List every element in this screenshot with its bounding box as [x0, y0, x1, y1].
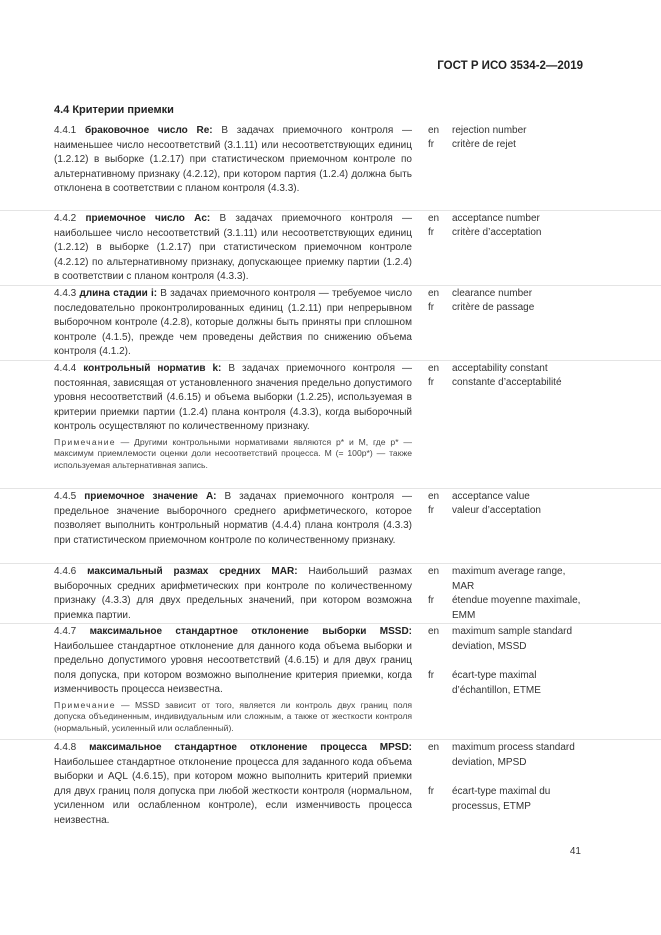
lang-code-en: en [428, 626, 440, 637]
term-definition [54, 212, 412, 285]
section-title: 4.4 Критерии приемки [54, 104, 174, 116]
equivalent-fr: constante d’acceptabilité [452, 377, 562, 388]
term-name: приемочное значение A: [84, 491, 217, 502]
lang-code-en: en [428, 125, 440, 136]
term-name: максимальное стандартное отклонение процесса MPSD: [89, 742, 413, 753]
term-name: контрольный норматив k: [83, 363, 222, 374]
term-note [54, 437, 412, 472]
term-text: В задачах приемочного контроля — наибольшее число несоответствий (3.1.11) или несоответствующих единиц (1.2.12) в выборке (1.2.17) при статистическом приемочном контроле (4.2.12) по альтернативному признаку, допускающее приемку партии (1.2.4) в соответствии с планом контроля (4.3.3). [54, 213, 413, 282]
page-number: 41 [569, 846, 581, 857]
equivalent-en: clearance number [452, 288, 533, 299]
term-definition [54, 625, 412, 734]
lang-code-fr: fr [428, 595, 435, 606]
equivalent-en: maximum process standard deviation, MPSD [452, 742, 575, 768]
lang-code-en: en [428, 566, 440, 577]
term-name: длина стадии i: [79, 288, 158, 299]
term-text: В задачах приемочного контроля — предельное значение выборочного среднего арифметического, которое позволяет выполнить контрольный норматив (4.4.4) плана контроля (4.3.3) при статистическом приемочном контроле по количественному признаку. [54, 491, 413, 546]
term-text: Наибольшее стандартное отклонение процесса для заданного кода объема выборки и AQL (4.6.15), при котором можно выполнить критерий приемки для двух границ поля допуска при любой жесткости контроля (нормальном, усиленном или ослабленном контроле), если изменчивость процесса неизвестна. [54, 756, 412, 826]
term-definition [54, 565, 412, 623]
equivalent-fr: critère de passage [452, 302, 535, 313]
term-entry-4-4-7 [0, 623, 661, 740]
term-entry-4-4-5 [0, 488, 661, 564]
term-number: 4.4.2 [54, 213, 77, 224]
term-entry-4-4-4 [0, 360, 661, 489]
term-name: браковочное число Re: [84, 125, 213, 136]
lang-code-fr: fr [428, 377, 435, 388]
term-number: 4.4.6 [54, 566, 77, 577]
term-definition [54, 490, 412, 548]
equivalent-fr: critère d’acceptation [452, 227, 542, 238]
equivalent-fr: valeur d’acceptation [452, 505, 541, 516]
equivalent-fr: écart-type maximal du processus, ETMP [452, 786, 551, 812]
term-number: 4.4.3 [54, 288, 77, 299]
term-number: 4.4.5 [54, 491, 77, 502]
equivalent-en: rejection number [452, 125, 527, 136]
term-note [54, 700, 412, 735]
note-text: — Другими контрольными нормативами являются p* и M, где p* — максимум приемлемости оценки доли несоответствий процесса. M (= 100p*) — также используемая альтернативная запись. [54, 436, 412, 470]
term-entry-4-4-3 [0, 285, 661, 361]
note-label: Примечание [54, 436, 116, 447]
equivalent-fr: critère de rejet [452, 139, 516, 150]
term-name: максимальный размах средних MAR: [87, 566, 298, 577]
lang-code-fr: fr [428, 227, 435, 238]
term-number: 4.4.7 [54, 626, 77, 637]
term-text: В задачах приемочного контроля — требуемое число последовательно проконтролированных единиц (1.2.11) при непрерывном выборочном контроле (4.2.8), которые должны быть приняты при сплошном контроле (4.1.5), прежде чем проведены действия по снижению объема контроля (4.1.2). [54, 288, 413, 357]
term-text: В задачах приемочного контроля — постоянная, зависящая от установленного значения предельно допустимого уровня несоответствий (4.6.15) и объема выборки (1.2.25), используемая в критерии приемки партии (1.2.4) плана контроля (4.3.3), когда выборочный контроль осуществляют по количественному признаку. [54, 363, 413, 432]
lang-code-fr: fr [428, 786, 435, 797]
term-number: 4.4.1 [54, 125, 77, 136]
equivalent-en: maximum sample standard deviation, MSSD [452, 626, 573, 652]
term-name: максимальное стандартное отклонение выборки MSSD: [89, 626, 413, 637]
lang-code-en: en [428, 363, 440, 374]
term-name: приемочное число Ac: [85, 213, 211, 224]
lang-code-fr: fr [428, 505, 435, 516]
equivalent-en: acceptance value [452, 491, 530, 502]
note-text: — MSSD зависит от того, является ли контроль двух границ поля допуска объединенным, индивидуальным или сложным, а также от жесткости контроля (нормальный, усиленный или ослабленный). [54, 699, 412, 733]
lang-code-en: en [428, 742, 440, 753]
term-definition [54, 362, 412, 471]
equivalent-fr: étendue moyenne maximale, EMM [452, 595, 581, 621]
equivalent-fr: écart-type maximal d’échantillon, ETME [452, 670, 541, 696]
lang-code-en: en [428, 491, 440, 502]
term-number: 4.4.8 [54, 742, 77, 753]
term-entry-4-4-6 [0, 563, 661, 624]
term-entry-4-4-8 [0, 739, 661, 829]
lang-code-fr: fr [428, 302, 435, 313]
note-label: Примечание [54, 699, 116, 710]
document-header: ГОСТ Р ИСО 3534-2—2019 [437, 60, 583, 72]
equivalent-en: acceptance number [452, 213, 540, 224]
term-text: Наибольший размах выборочных средних арифметических при контроле по количественному признаку (4.3.3) для двух предельных значений, при котором возможна приемка партии. [54, 566, 412, 621]
term-text: В задачах приемочного контроля — наименьшее число несоответствий (3.1.11) или несоответствующих единиц (1.2.12) в выборке (1.2.17) при статистическом приемочном контроле по альтернативному признаку (4.2.12), при котором партия (1.2.4) должна быть отклонена в соответствии с планом контроля (4.3.3). [54, 125, 413, 194]
term-number: 4.4.4 [54, 363, 77, 374]
equivalent-en: acceptability constant [452, 363, 548, 374]
lang-code-en: en [428, 288, 440, 299]
lang-code-en: en [428, 213, 440, 224]
equivalent-en: maximum average range, MAR [452, 566, 566, 592]
lang-code-fr: fr [428, 670, 435, 681]
term-text: Наибольшее стандартное отклонение для данного кода объема выборки и предельно допустимого уровня несоответствий (4.6.15) и для двух границ поля допуска, при котором возможно выполнение критерия приемки, когда изменчивость процесса неизвестна. [54, 640, 412, 695]
term-entry-4-4-1 [0, 124, 661, 211]
lang-code-fr: fr [428, 139, 435, 150]
term-definition [54, 124, 412, 197]
term-definition [54, 741, 412, 828]
term-entry-4-4-2 [0, 210, 661, 286]
term-definition [54, 287, 412, 360]
